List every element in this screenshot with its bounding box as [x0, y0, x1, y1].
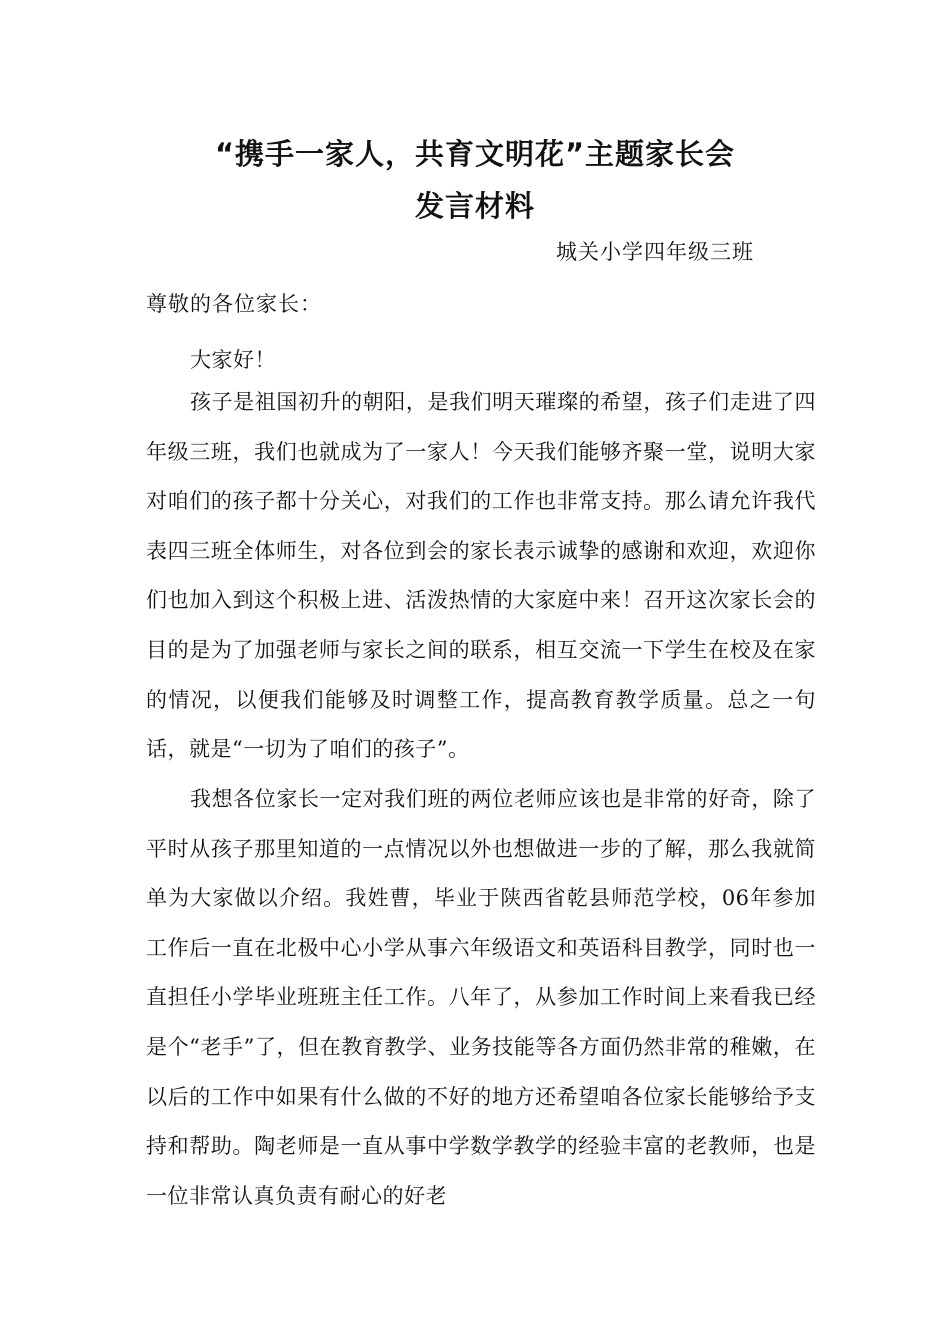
paragraph-greeting: 大家好！	[190, 348, 276, 372]
salutation: 尊敬的各位家长：	[146, 292, 322, 316]
paragraph-body: 我想各位家长一定对我们班的两位老师应该也是非常的好奇，除了平时从孩子那里知道的一点情况以外也想做进一步的了解，那么我就简单为大家做以介绍。我姓曹，毕业于陕西省乾县师范学校，06年参加工作后一直在北极中心小学从事六年级语文和英语科目教学，同时也一直担任小学毕业班班主任工作。八年了，从参加工作时间上来看我已经是个“老手”了，但在教育教学、业务技能等各方面仍然非常的稚嫩，在以后的工作中如果有什么做的不好的地方还希望咱各位家长能够给予支持和帮助。陶老师是一直从事中学数学教学的经验丰富的老教师，也是一位非常认真负责有耐心的好老	[146, 787, 816, 1208]
author-line: 城关小学四年级三班	[556, 240, 754, 264]
title-line-1: “携手一家人，共育文明花”主题家长会	[214, 137, 736, 171]
paragraph-body: 孩子是祖国初升的朝阳，是我们明天璀璨的希望，孩子们走进了四年级三班，我们也就成为了一家人！今天我们能够齐聚一堂，说明大家对咱们的孩子都十分关心，对我们的工作也非常支持。那么请允许我代表四三班全体师生，对各位到会的家长表示诚挚的感谢和欢迎，欢迎你们也加入到这个积极上进、活泼热情的大家庭中来！召开这次家长会的目的是为了加强老师与家长之间的联系，相互交流一下学生在校及在家的情况，以便我们能够及时调整工作，提高教育教学质量。总之一句话，就是“一切为了咱们的孩子”。	[146, 390, 816, 762]
title-line-2: 发言材料	[414, 189, 535, 223]
